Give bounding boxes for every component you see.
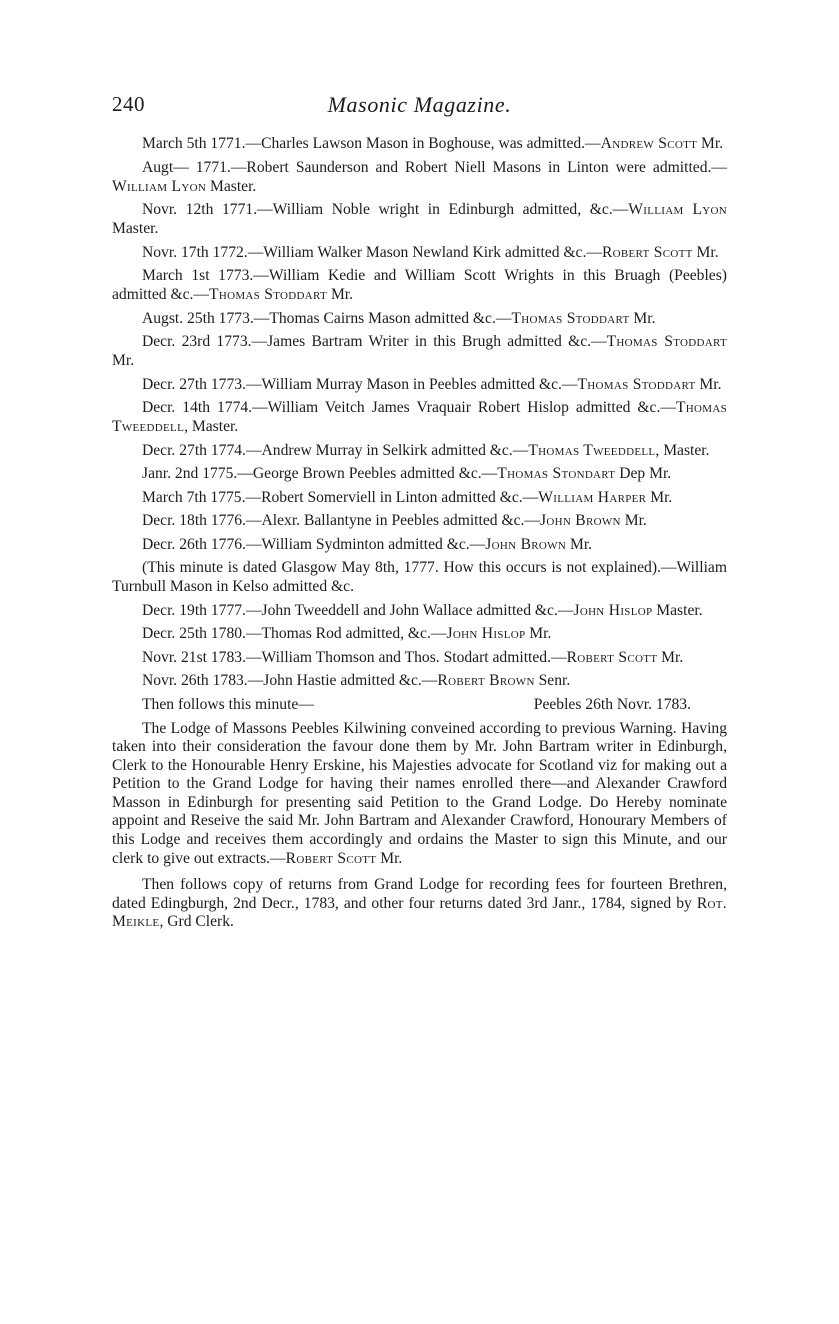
minute-entry — [112, 488, 727, 507]
signatory: Robert Scott — [285, 849, 377, 867]
entry-tail: Mr. — [692, 243, 719, 261]
entry-text: Decr. 18th 1776.—Alexr. Ballantyne in Peebles admitted &c.— — [142, 512, 540, 529]
entry-text: Novr. 26th 1783.—John Hastie admitted &c.— — [142, 672, 438, 689]
signatory: Robert Brown — [437, 672, 535, 689]
entry-tail: Mr. — [566, 535, 593, 553]
entry-tail: Mr. — [697, 135, 724, 152]
minute-entry — [112, 309, 727, 328]
entry-text: March 7th 1775.—Robert Somerviell in Linton admitted &c.— — [142, 488, 539, 506]
entry-tail: Mr. — [629, 309, 656, 327]
minute-entry — [112, 200, 727, 238]
page-header — [112, 92, 727, 126]
signatory: Rot. Meikle — [112, 894, 727, 931]
signatory: John Hislop — [573, 601, 653, 619]
entry-tail: , Master. — [655, 441, 710, 459]
entry-text: Augt— 1771.—Robert Saunderson and Robert Niell Masons in Linton were admitted.— — [142, 158, 727, 176]
minute-entry — [112, 464, 727, 483]
minute-entry — [112, 601, 727, 620]
signatory: John Brown — [540, 512, 621, 529]
minute-entry — [112, 441, 727, 460]
signatory: William Lyon — [628, 201, 728, 218]
entry-text: Novr. 12th 1771.—William Noble wright in Edinburgh admitted, &c.— — [142, 201, 629, 218]
page — [112, 92, 727, 940]
entry-text: Decr. 19th 1777.—John Tweeddell and John Wallace admitted &c.— — [142, 601, 574, 619]
signatory: Thomas Stoddart — [577, 375, 696, 393]
minute-entry — [112, 134, 727, 153]
signatory: Robert Scott — [601, 243, 693, 261]
entry-text: Decr. 23rd 1773.—James Bartram Writer in this Brugh admitted &c.— — [142, 333, 607, 350]
entry-text: Decr. 26th 1776.—William Sydminton admitted &c.— — [142, 535, 486, 553]
entry-text: (This minute is dated Glasgow May 8th, 1777. How this occurs is not explained).—William Turnbull Mason in Kelso admitted &c. — [112, 559, 727, 595]
entry-text: Augst. 25th 1773.—Thomas Cairns Mason admitted &c.— — [142, 309, 512, 327]
running-title: Masonic Magazine. — [327, 92, 512, 117]
entry-tail: Mr. — [620, 512, 647, 529]
entry-tail: Senr. — [534, 672, 571, 689]
entry-tail: Master. — [652, 601, 703, 619]
entry-text: Decr. 14th 1774.—William Veitch James Vraquair Robert Hislop admitted &c.— — [142, 399, 676, 416]
entry-text: Janr. 2nd 1775.—George Brown Peebles admitted &c.— — [142, 465, 498, 482]
signatory: Thomas Stoddart — [209, 286, 328, 303]
minute-intro — [112, 695, 727, 714]
minute-intro-left: Then follows this minute— — [142, 695, 314, 713]
lodge-minute-tail: Mr. — [376, 849, 403, 867]
entry-text: Novr. 17th 1772.—William Walker Mason Newland Kirk admitted &c.— — [142, 243, 602, 261]
entry-tail: Mr. — [112, 352, 135, 369]
closing-tail: , Grd Clerk. — [159, 913, 234, 931]
entry-text: Decr. 27th 1773.—William Murray Mason in Peebles admitted &c.— — [142, 375, 578, 393]
minute-entry — [112, 535, 727, 554]
entry-tail: Mr. — [695, 375, 722, 393]
signatory: Thomas Stoddart — [606, 333, 727, 350]
closing-text: Then follows copy of returns from Grand Lodge for recording fees for fourteen Brethren, dated Edingburgh, 2nd Decr., 1783, and other four returns dated 3rd Janr., 1784, signed by — [112, 876, 727, 912]
minute-entry — [112, 398, 727, 436]
signatory: Thomas Stondart — [497, 465, 616, 482]
page-number: 240 — [112, 92, 145, 116]
signatory: Robert Scott — [566, 648, 658, 666]
entry-text: Decr. 27th 1774.—Andrew Murray in Selkirk admitted &c.— — [142, 441, 529, 459]
minute-entry — [112, 158, 727, 196]
closing-paragraph — [112, 876, 727, 932]
entry-tail: Mr. — [327, 286, 354, 303]
entry-tail: Mr. — [525, 625, 552, 642]
lodge-minute-text: The Lodge of Massons Peebles Kilwining conveined according to previous Warning. Having taken into their consideration the favour done them by Mr. John Bartram writer in Edinburgh, Clerk to the Honourable Henry Erskine, his Majesties advocate for Scotland viz for making out a Petition to the Grand Lodge for having their names enrolled there—and Alexander Crawford Masson in Edinburgh for presenting said Petition to the Grand Lodge. Do Hereby nominate appoint and Reseive the said Mr. John Bartram and Alexander Crawford, Honourary Members of this Lodge and receives them accordingly and ordains the Master to sign this Minute, and our clerk to give out extracts.— — [112, 719, 727, 867]
signatory: John Brown — [485, 535, 567, 553]
minute-entry — [112, 266, 727, 304]
minute-entry — [112, 511, 727, 530]
minute-entry — [112, 375, 727, 394]
signatory: Andrew Scott — [600, 135, 698, 152]
entry-tail: , Master. — [184, 418, 239, 435]
signatory: Thomas Stoddart — [511, 309, 630, 327]
signatory: William Harper — [538, 488, 647, 506]
minute-entry — [112, 558, 727, 596]
lodge-minute-paragraph — [112, 720, 727, 869]
minute-entry — [112, 648, 727, 667]
signatory: Thomas Tweeddell — [112, 399, 727, 435]
minute-intro-right: Peebles 26th Novr. 1783. — [533, 695, 691, 713]
minute-entry — [112, 243, 727, 262]
entry-text: Decr. 25th 1780.—Thomas Rod admitted, &c.— — [142, 625, 447, 642]
signatory: William Lyon — [112, 177, 207, 195]
minute-entry — [112, 624, 727, 643]
signatory: Thomas Tweeddell — [528, 441, 656, 459]
entry-tail: Mr. — [657, 648, 684, 666]
minute-entry — [112, 332, 727, 370]
signatory: John Hislop — [446, 625, 526, 642]
entry-text: March 5th 1771.—Charles Lawson Mason in Boghouse, was admitted.— — [142, 135, 601, 152]
minute-entries — [112, 134, 727, 690]
minute-entry — [112, 671, 727, 690]
entry-tail: Dep Mr. — [615, 465, 672, 482]
entry-tail: Master. — [112, 220, 159, 237]
entry-text: Novr. 21st 1783.—William Thomson and Thos. Stodart admitted.— — [142, 648, 567, 666]
entry-text: March 1st 1773.—William Kedie and William Scott Wrights in this Bruagh (Peebles) admitted &c.— — [112, 267, 727, 303]
entry-tail: Mr. — [646, 488, 673, 506]
entry-tail: Master. — [206, 177, 257, 195]
